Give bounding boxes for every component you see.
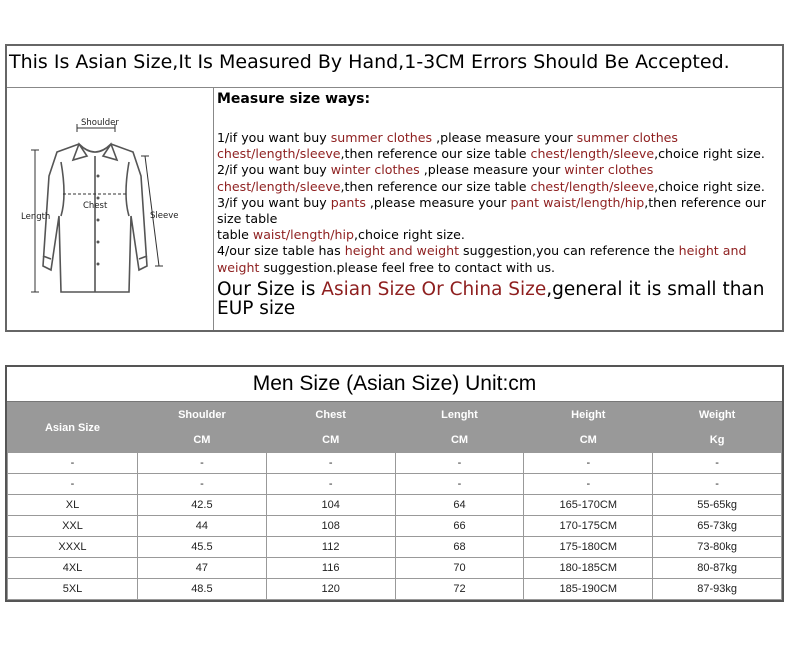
measure-title: Measure size ways: [217,91,371,107]
unit-length: CM [395,428,524,453]
cell-size: - [8,474,138,495]
cell-chest: - [266,453,395,474]
cell-shoulder: 48.5 [138,579,267,600]
corner-header: Asian Size [8,403,138,453]
cell-shoulder: 47 [138,558,267,579]
cell-chest: 108 [266,516,395,537]
cell-length: 68 [395,537,524,558]
cell-size: 4XL [8,558,138,579]
instruction-4: 4/our size table has height and weight suggestion,you can reference the height and weight suggestion.please feel free to contact with us. [217,243,747,275]
cell-length: 66 [395,516,524,537]
page-title: This Is Asian Size,It Is Measured By Hand,1-3CM Errors Should Be Accepted. [7,46,782,88]
cell-height: 170-175CM [524,516,653,537]
table-row [8,537,782,558]
table-row [8,474,782,495]
diagram-cell [7,88,214,330]
cell-size: XXXL [8,537,138,558]
cell-length: - [395,453,524,474]
diagram-label-sleeve: Sleeve [150,211,179,221]
unit-chest: CM [266,428,395,453]
cell-height: 175-180CM [524,537,653,558]
cell-shoulder: - [138,453,267,474]
size-table [7,402,782,600]
cell-chest: - [266,474,395,495]
table-row [8,579,782,600]
unit-weight: Kg [653,428,782,453]
cell-weight: 55-65kg [653,495,782,516]
cell-shoulder: 45.5 [138,537,267,558]
cell-weight: - [653,453,782,474]
cell-weight: 65-73kg [653,516,782,537]
cell-height: - [524,453,653,474]
cell-shoulder: - [138,474,267,495]
asian-size-note: Our Size is Asian Size Or China Size,general it is small than EUP size [217,278,765,319]
col-header-shoulder: Shoulder [138,403,267,428]
cell-weight: 87-93kg [653,579,782,600]
cell-size: 5XL [8,579,138,600]
table-row [8,558,782,579]
col-header-weight: Weight [653,403,782,428]
cell-height: 165-170CM [524,495,653,516]
unit-height: CM [524,428,653,453]
instruction-3: 3/if you want buy pants ,please measure your pant waist/length/hip,then reference our size table table waist/length/hip,choice right size. [217,194,766,243]
cell-height: 180-185CM [524,558,653,579]
diagram-label-chest: Chest [83,201,108,211]
instruction-1: 1/if you want buy summer clothes ,please measure your summer clothes chest/length/sleeve,then reference our size table chest/length/sleeve,choice right size. [217,130,765,162]
cell-shoulder: 42.5 [138,495,267,516]
cell-size: - [8,453,138,474]
table-row [8,516,782,537]
table-row [8,495,782,516]
unit-shoulder: CM [138,428,267,453]
cell-chest: 112 [266,537,395,558]
col-header-height: Height [524,403,653,428]
cell-shoulder: 44 [138,516,267,537]
cell-length: 64 [395,495,524,516]
cell-chest: 120 [266,579,395,600]
cell-length: - [395,474,524,495]
diagram-label-shoulder: Shoulder [81,118,119,128]
cell-height: - [524,474,653,495]
measure-instructions [215,88,782,330]
cell-length: 72 [395,579,524,600]
cell-chest: 104 [266,495,395,516]
table-row [8,453,782,474]
cell-size: XL [8,495,138,516]
cell-weight: - [653,474,782,495]
col-header-length: Lenght [395,403,524,428]
cell-chest: 116 [266,558,395,579]
size-table-caption: Men Size (Asian Size) Unit:cm [7,367,782,402]
cell-height: 185-190CM [524,579,653,600]
shirt-measure-diagram [21,116,181,306]
diagram-label-length: Length [21,212,51,222]
cell-size: XXL [8,516,138,537]
info-box [5,44,784,332]
cell-weight: 80-87kg [653,558,782,579]
size-table-container [5,365,784,602]
cell-length: 70 [395,558,524,579]
instruction-2: 2/if you want buy winter clothes ,please measure your winter clothes chest/length/sleeve,then reference our size table chest/length/sleeve,choice right size. [217,162,765,194]
cell-weight: 73-80kg [653,537,782,558]
col-header-chest: Chest [266,403,395,428]
